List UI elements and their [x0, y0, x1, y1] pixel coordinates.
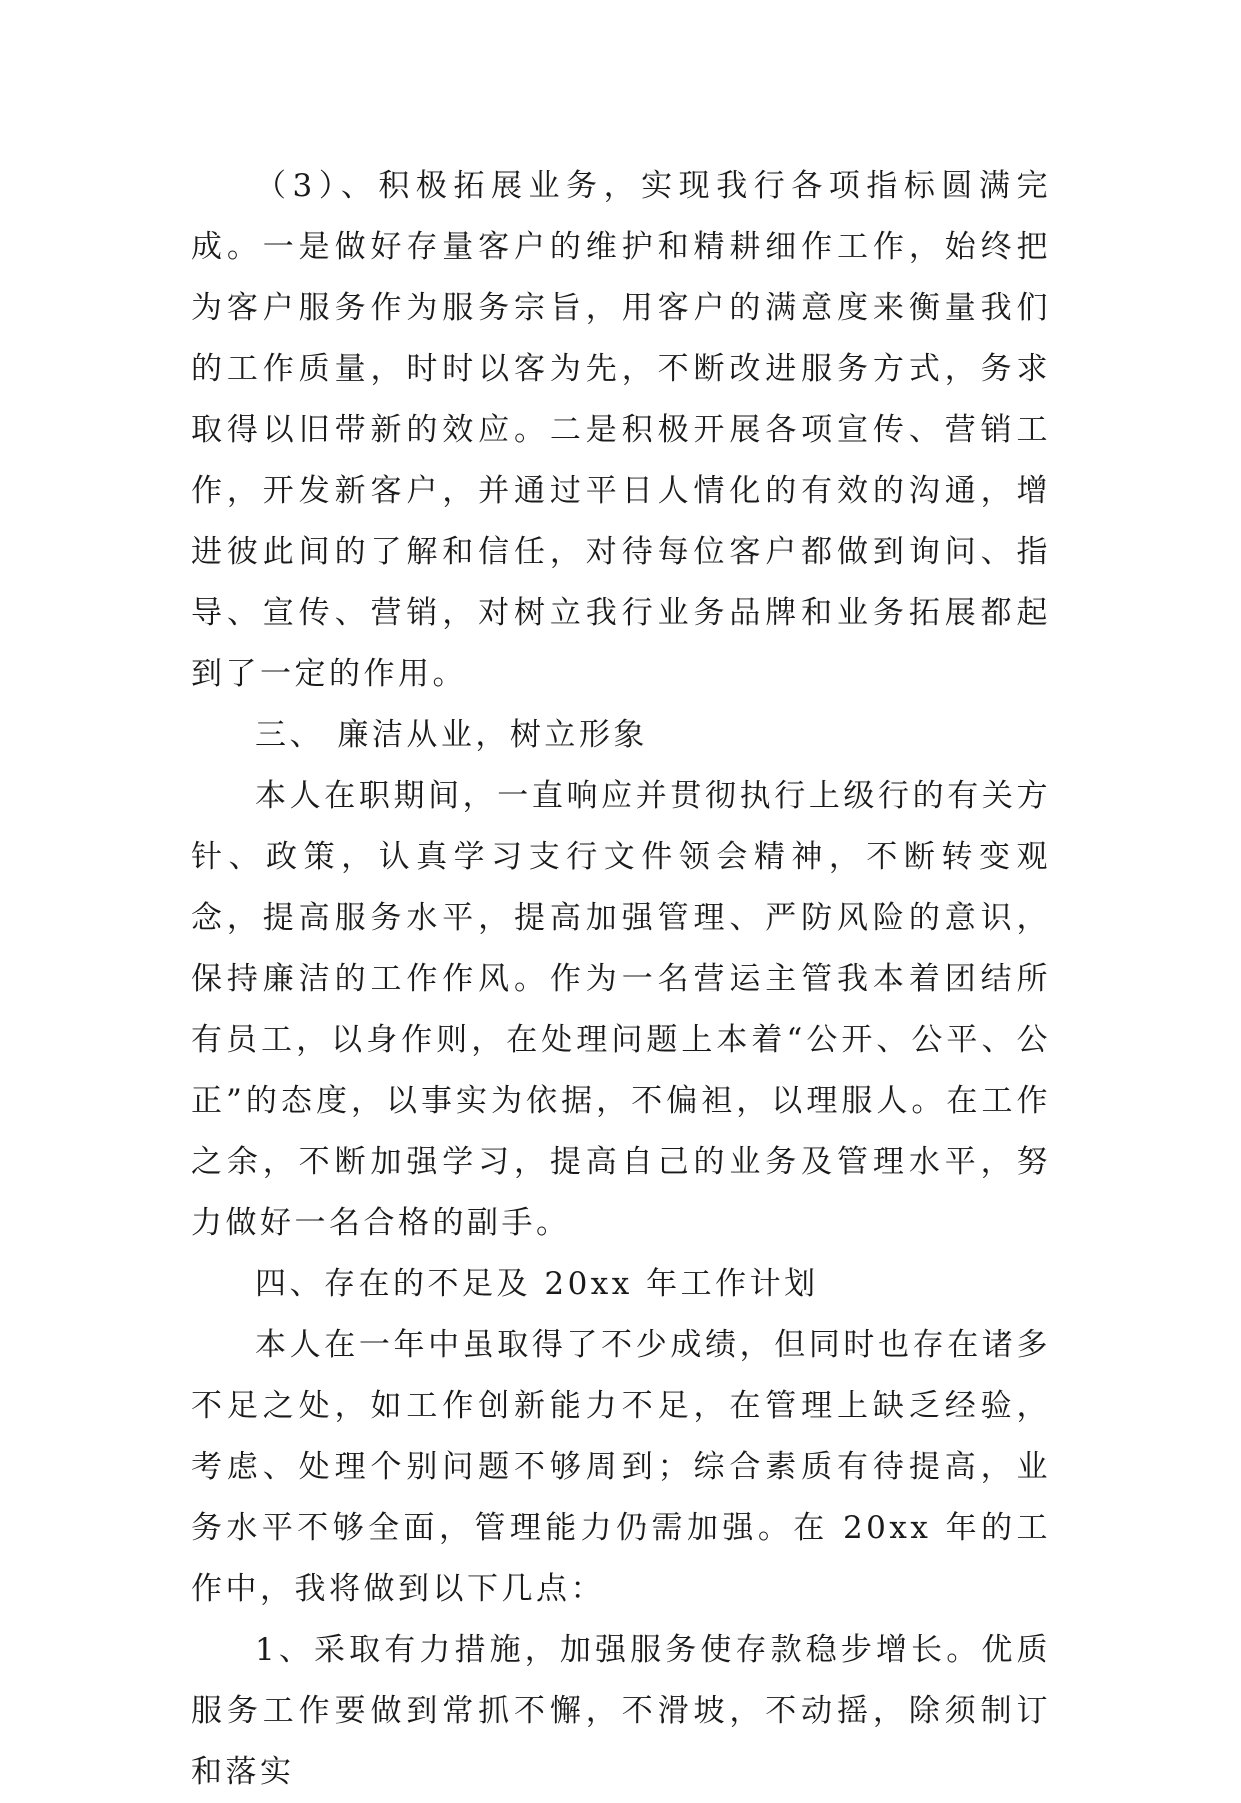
section-heading-shortcomings-plan: 四、存在的不足及 20xx 年工作计划	[255, 1266, 819, 1302]
paragraph-shortcomings: 本人在一年中虽取得了不少成绩，但同时也存在诸多不足之处，如工作创新能力不足，在管理上缺乏经验，考虑、处理个别问题不够周到；综合素质有待提高，业务水平不够全面，管理能力仍需加强。在 20xx 年的工作中，我将做到以下几点：	[191, 1327, 1051, 1607]
section-heading-integrity: 三、 廉洁从业，树立形象	[255, 717, 648, 753]
paragraph-plan-item-1: 1、采取有力措施，加强服务使存款稳步增长。优质服务工作要做到常抓不懈，不滑坡，不动摇，除须制订和落实	[191, 1632, 1051, 1790]
document-body	[191, 156, 1051, 1803]
paragraph-integrity: 本人在职期间，一直响应并贯彻执行上级行的有关方针、政策，认真学习支行文件领会精神，不断转变观念，提高服务水平，提高加强管理、严防风险的意识，保持廉洁的工作作风。作为一名营运主管我本着团结所有员工，以身作则，在处理问题上本着“公开、公平、公正”的态度，以事实为依据，不偏袒，以理服人。在工作之余，不断加强学习，提高自己的业务及管理水平，努力做好一名合格的副手。	[191, 778, 1051, 1241]
paragraph-business-expansion: （3）、积极拓展业务，实现我行各项指标圆满完成。一是做好存量客户的维护和精耕细作工作，始终把为客户服务作为服务宗旨，用客户的满意度来衡量我们的工作质量，时时以客为先，不断改进服务方式，务求取得以旧带新的效应。二是积极开展各项宣传、营销工作，开发新客户，并通过平日人情化的有效的沟通，增进彼此间的了解和信任，对待每位客户都做到询问、指导、宣传、营销，对树立我行业务品牌和业务拓展都起到了一定的作用。	[191, 168, 1051, 692]
